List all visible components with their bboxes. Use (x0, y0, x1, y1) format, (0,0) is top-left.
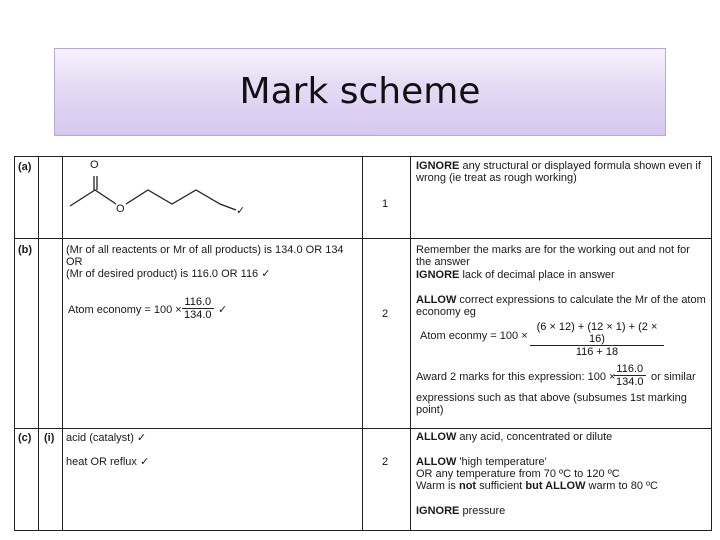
guidance-b-allow2: economy eg (416, 306, 476, 318)
table-border-bottom (14, 530, 712, 531)
subpart-label-i: (i) (44, 432, 55, 444)
atom-economy-fraction: $\frac{116.0}{134.0}$ (184, 296, 212, 321)
guidance-c-5: IGNORE pressure (416, 505, 506, 517)
guidance-b-equation-prefix: Atom econmy = 100 × (420, 330, 528, 342)
answer-c-2: heat OR reflux ✓ (66, 456, 150, 468)
title-underline (56, 130, 374, 131)
col-line-left (14, 156, 15, 530)
guidance-a-line2: wrong (ie treat as rough working) (416, 172, 577, 184)
col-line-right (711, 156, 712, 530)
marks-c: 2 (382, 456, 389, 468)
col-line-part (38, 156, 39, 530)
answer-b-line2: OR (66, 256, 83, 268)
guidance-b-remember1: Remember the marks are for the working out and not for (416, 244, 690, 256)
part-label-a: (a) (18, 161, 32, 173)
answer-c-1: acid (catalyst) ✓ (66, 432, 147, 444)
marks-b: 2 (382, 308, 389, 320)
row-divider-b-c (14, 428, 712, 429)
ester-oxygen-label: O (116, 203, 125, 215)
row-divider-a-b (14, 238, 712, 239)
guidance-b-award-fraction: $\frac{116.0}{134.0}$ (616, 363, 644, 388)
guidance-b-award-prefix: Award 2 marks for this expression: 100 × (416, 371, 616, 383)
guidance-b-allow: ALLOW correct expressions to calculate the Mr of the atom (416, 294, 706, 306)
guidance-c-4: Warm is not sufficient but ALLOW warm to 80 ºC (416, 480, 658, 492)
guidance-b-equation-fraction: $\frac{(6 \times 12) + (12 \times 1) + (2 \times 16)}{116 + 18}$ (530, 321, 664, 358)
part-label-c: (c) (18, 432, 32, 444)
guidance-c-3: OR any temperature from 70 ºC to 120 ºC (416, 468, 620, 480)
guidance-b-award2: expressions such as that above (subsumes 1st marking (416, 392, 687, 404)
slide-title-box (54, 48, 666, 136)
guidance-c-2: ALLOW 'high temperature' (416, 456, 547, 468)
guidance-c-1: ALLOW any acid, concentrated or dilute (416, 431, 613, 443)
answer-b-line1: (Mr of all reactents or Mr of all products) is 134.0 OR 134 (66, 244, 344, 256)
atom-economy-prefix: Atom economy = 100 × (68, 304, 182, 316)
answer-b-line3: (Mr of desired product) is 116.0 OR 116 ✓ (66, 268, 271, 280)
tick-icon: ✓ (236, 205, 246, 217)
col-line-marks (410, 156, 411, 530)
marks-a: 1 (382, 198, 389, 210)
carbonyl-oxygen-label: O (90, 159, 99, 171)
part-label-b: (b) (18, 244, 33, 256)
guidance-a-line1: IGNORE any structural or displayed formula shown even if (416, 160, 701, 172)
guidance-b-award3: point) (416, 404, 444, 416)
tick-icon: ✓ (218, 304, 228, 316)
col-line-answer (362, 156, 363, 530)
slide-title: Mark scheme (239, 71, 481, 112)
guidance-b-ignore: IGNORE lack of decimal place in answer (416, 269, 615, 281)
table-border-top (14, 156, 712, 157)
col-line-sub (62, 156, 63, 530)
guidance-b-remember2: the answer (416, 256, 470, 268)
guidance-b-award-suffix: or similar (651, 371, 696, 383)
